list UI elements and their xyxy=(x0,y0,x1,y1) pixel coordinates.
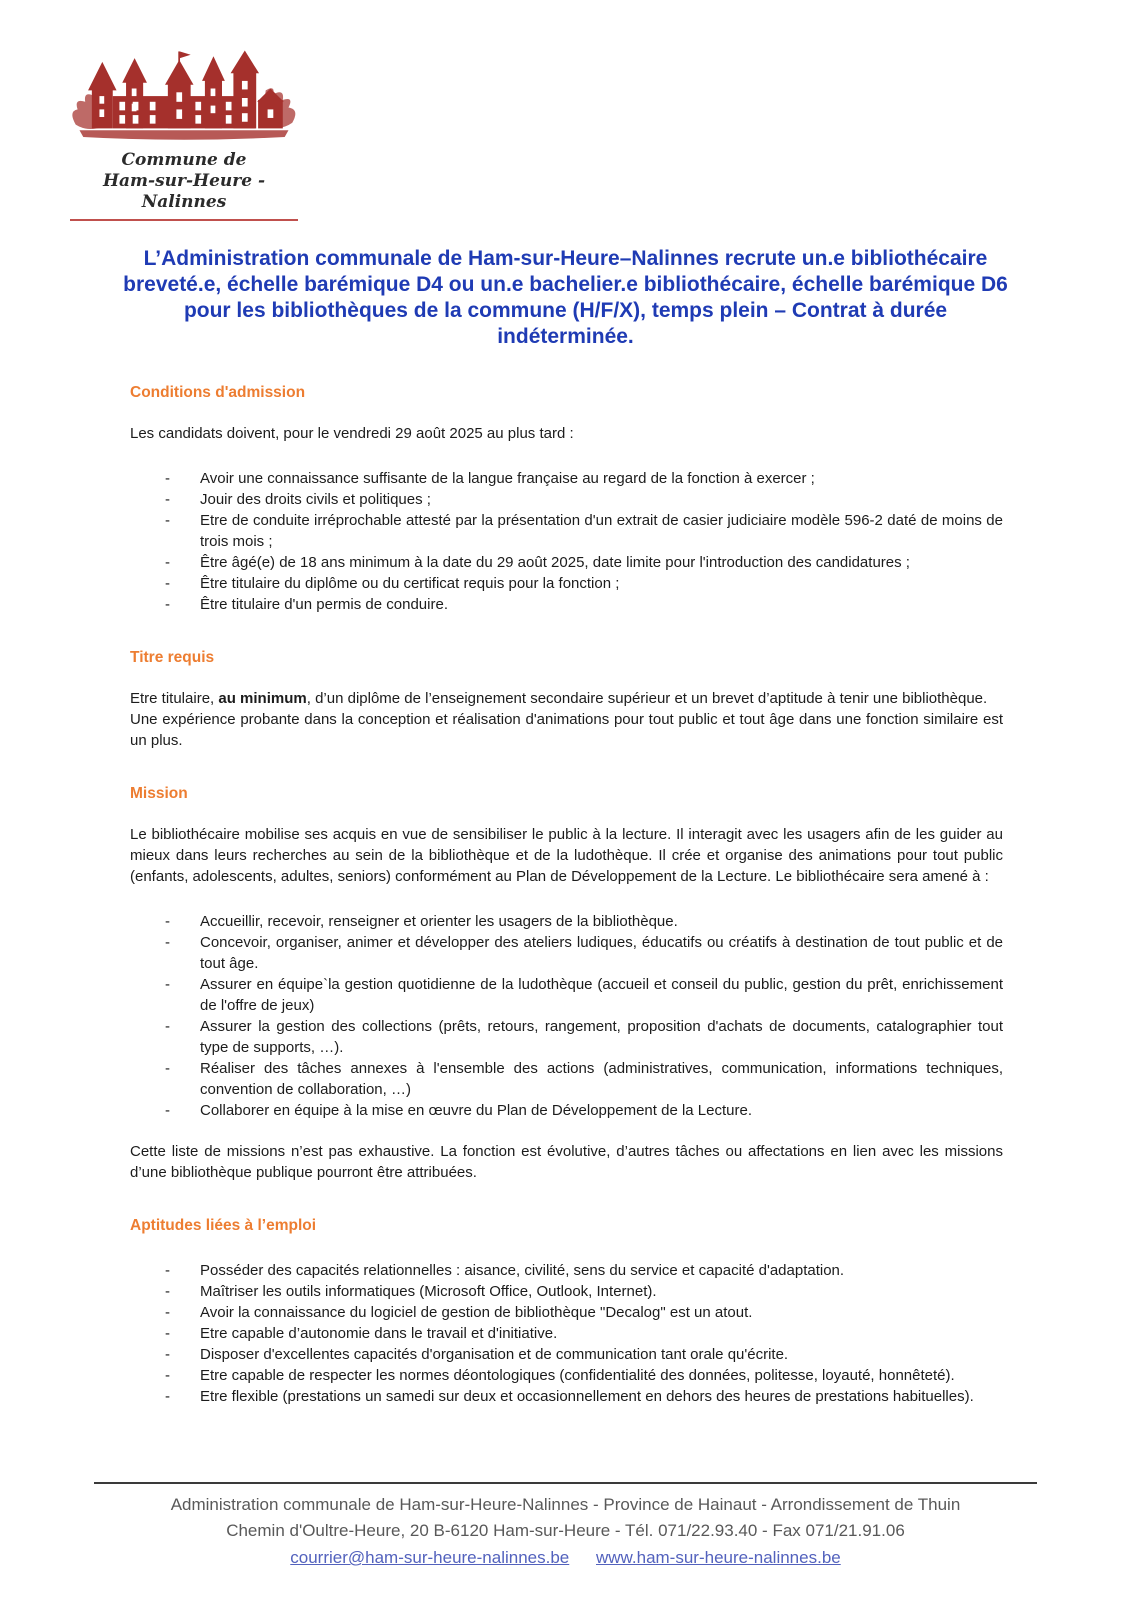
list-item xyxy=(130,1365,1003,1386)
list-item-text: Etre flexible (prestations un samedi sur deux et occasionnellement en dehors des heures de prestations habituelles). xyxy=(200,1388,974,1405)
list-item-text: Concevoir, organiser, animer et développer des ateliers ludiques, éducatifs ou créatifs à destination de tout public et de tout âge. xyxy=(200,934,1003,972)
section-heading: Titre requis xyxy=(130,649,215,666)
commune-logo xyxy=(70,50,298,221)
list-item-text: Assurer la gestion des collections (prêts, retours, rangement, proposition d'achats de documents, catalographier tout type de supports, …). xyxy=(200,1018,1003,1056)
list-item-text: Avoir la connaissance du logiciel de gestion de bibliothèque "Decalog" est un atout. xyxy=(200,1304,753,1321)
bullet-marker: - xyxy=(165,1304,170,1321)
list-item xyxy=(130,1281,1003,1302)
list-item xyxy=(130,1344,1003,1365)
bullet-marker: - xyxy=(165,1388,170,1405)
list-item xyxy=(130,573,1003,594)
list-item xyxy=(130,489,1003,510)
logo-caption-line1: Commune de xyxy=(121,150,247,170)
bullet-marker: - xyxy=(165,470,170,487)
paragraph-text: Etre titulaire, xyxy=(130,690,219,707)
footer-divider xyxy=(94,1482,1037,1484)
footer-links-row xyxy=(0,1544,1131,1572)
bullet-marker: - xyxy=(165,491,170,508)
list-item-text: Accueillir, recevoir, renseigner et orienter les usagers de la bibliothèque. xyxy=(200,913,678,930)
list-item xyxy=(130,552,1003,573)
list-item xyxy=(130,1386,1003,1407)
list-item-text: Jouir des droits civils et politiques ; xyxy=(200,491,431,508)
list-item xyxy=(130,1058,1003,1100)
logo-underline-rule xyxy=(70,219,298,221)
body-paragraph: Les candidats doivent, pour le vendredi 29 août 2025 au plus tard : xyxy=(130,425,574,442)
list-item xyxy=(130,468,1003,489)
footer-address-line1: Administration communale de Ham-sur-Heure-Nalinnes - Province de Hainaut - Arrondissement de Thuin xyxy=(170,1495,961,1514)
bullet-marker: - xyxy=(165,1018,170,1035)
list-item xyxy=(130,1302,1003,1323)
bullet-marker: - xyxy=(165,512,170,529)
section-heading: Mission xyxy=(130,785,188,802)
footer-address-line2: Chemin d'Oultre-Heure, 20 B-6120 Ham-sur-Heure - Tél. 071/22.93.40 - Fax 071/21.91.06 xyxy=(226,1521,905,1540)
list-item-text: Être titulaire du diplôme ou du certificat requis pour la fonction ; xyxy=(200,575,620,592)
paragraph-text: , d’un diplôme de l’enseignement secondaire supérieur et un brevet d’aptitude à tenir une bibliothèque. xyxy=(306,690,988,707)
list-item-text: Posséder des capacités relationnelles : aisance, civilité, sens du service et capacité d'adaptation. xyxy=(200,1262,845,1279)
list-item-text: Réaliser des tâches annexes à l'ensemble des actions (administratives, communication, informations techniques, convention de collaboration, …) xyxy=(200,1060,1003,1098)
list-item-text: Etre capable d’autonomie dans le travail et d'initiative. xyxy=(200,1325,558,1342)
list-item xyxy=(130,1100,1003,1121)
paragraph-text: Une expérience probante dans la conception et réalisation d'animations pour tout public et tout âge dans une fonction similaire est un plus. xyxy=(130,711,1003,749)
list-item xyxy=(130,1323,1003,1344)
bullet-list xyxy=(130,468,1003,615)
bullet-marker: - xyxy=(165,554,170,571)
footer-email-link[interactable]: courrier@ham-sur-heure-nalinnes.be xyxy=(290,1548,570,1567)
list-item xyxy=(130,594,1003,615)
list-item xyxy=(130,1260,1003,1281)
document-title xyxy=(0,246,1131,350)
castle-logo-icon xyxy=(70,50,298,146)
list-item-text: Collaborer en équipe à la mise en œuvre du Plan de Développement de la Lecture. xyxy=(200,1102,752,1119)
emphasized-text: au minimum xyxy=(218,690,307,707)
document-body xyxy=(130,372,1003,1427)
list-item xyxy=(130,510,1003,552)
list-item-text: Disposer d'excellentes capacités d'organisation et de communication tant orale qu'écrite. xyxy=(200,1346,789,1363)
body-paragraph: Le bibliothécaire mobilise ses acquis en vue de sensibiliser le public à la lecture. Il interagit avec les usagers afin de les guider au mieux dans leurs recherches au sein de la bibliothèque et de la ludothèque. Il crée et organise des animations pour tout public (enfants, adolescents, adultes, seniors) conformément au Plan de Développement de la Lecture. Le bibliothécaire sera amené à : xyxy=(130,826,1003,885)
document-title-line: breveté.e, échelle barémique D4 ou un.e bachelier.e bibliothécaire, échelle barémique D6 xyxy=(123,273,1008,296)
page-footer xyxy=(0,1482,1131,1572)
section-heading: Aptitudes liées à l’emploi xyxy=(130,1217,317,1234)
list-item-text: Etre de conduite irréprochable attesté par la présentation d'un extrait de casier judiciaire modèle 596-2 daté de moins de trois mois ; xyxy=(200,512,1003,550)
bullet-list xyxy=(130,1260,1003,1407)
document-title-line: indéterminée. xyxy=(497,325,634,348)
bullet-marker: - xyxy=(165,976,170,993)
list-item-text: Être âgé(e) de 18 ans minimum à la date du 29 août 2025, date limite pour l'introduction des candidatures ; xyxy=(200,554,910,571)
document-title-line: L’Administration communale de Ham-sur-Heure–Nalinnes recrute un.e bibliothécaire xyxy=(143,247,988,270)
bullet-marker: - xyxy=(165,1262,170,1279)
list-item-text: Assurer en équipe`la gestion quotidienne de la ludothèque (accueil et conseil du public, gestion du prêt, enrichissement de l'offre de jeux) xyxy=(200,976,1003,1014)
bullet-marker: - xyxy=(165,1325,170,1342)
bullet-marker: - xyxy=(165,934,170,951)
list-item xyxy=(130,911,1003,932)
bullet-marker: - xyxy=(165,1060,170,1077)
list-item-text: Avoir une connaissance suffisante de la langue française au regard de la fonction à exercer ; xyxy=(200,470,815,487)
bullet-marker: - xyxy=(165,1283,170,1300)
bullet-marker: - xyxy=(165,913,170,930)
list-item xyxy=(130,974,1003,1016)
list-item xyxy=(130,932,1003,974)
list-item-text: Etre capable de respecter les normes déontologiques (confidentialité des données, politesse, loyauté, honnêteté). xyxy=(200,1367,955,1384)
list-item-text: Maîtriser les outils informatiques (Microsoft Office, Outlook, Internet). xyxy=(200,1283,657,1300)
bullet-marker: - xyxy=(165,575,170,592)
logo-caption-line2: Ham-sur-Heure - Nalinnes xyxy=(102,171,266,212)
bullet-marker: - xyxy=(165,1367,170,1384)
body-paragraph xyxy=(130,709,1003,751)
list-item-text: Être titulaire d'un permis de conduire. xyxy=(200,596,448,613)
bullet-marker: - xyxy=(165,596,170,613)
body-paragraph xyxy=(130,688,1003,709)
bullet-marker: - xyxy=(165,1102,170,1119)
list-item xyxy=(130,1016,1003,1058)
document-title-line: pour les bibliothèques de la commune (H/F/X), temps plein – Contrat à durée xyxy=(183,299,948,322)
paragraph-group xyxy=(130,688,1003,751)
bullet-list xyxy=(130,911,1003,1121)
body-paragraph: Cette liste de missions n’est pas exhaustive. La fonction est évolutive, d’autres tâches ou affectations en lien avec les missions d’une bibliothèque publique pourront être attribuées. xyxy=(130,1143,1003,1181)
bullet-marker: - xyxy=(165,1346,170,1363)
footer-website-link[interactable]: www.ham-sur-heure-nalinnes.be xyxy=(596,1548,841,1567)
section-heading: Conditions d'admission xyxy=(130,384,306,401)
